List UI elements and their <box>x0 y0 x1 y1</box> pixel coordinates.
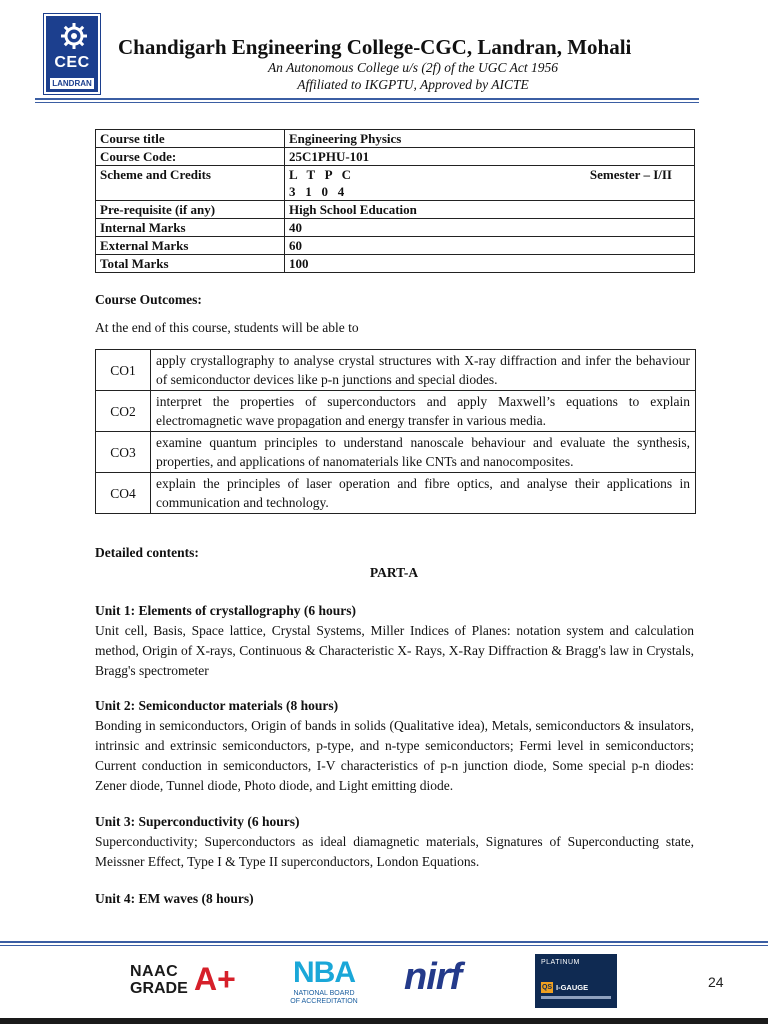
igauge-logo <box>535 954 617 1008</box>
table-row <box>96 201 695 219</box>
co-text: examine quantum principles to understand nanoscale behaviour and evaluate the synthesis, properties, and applications of nanomaterials like CNTs and nanocomposites. <box>151 432 696 473</box>
co-id: CO1 <box>96 350 151 391</box>
header-divider <box>35 98 699 100</box>
college-logo <box>44 14 100 94</box>
unit-title: Unit 4: EM waves (8 hours) <box>95 891 254 906</box>
scheme-label: Scheme and Credits <box>96 166 285 201</box>
co-id: CO2 <box>96 391 151 432</box>
scheme-values: 3 1 0 4 <box>289 184 345 199</box>
internal-marks-value: 40 <box>285 219 695 237</box>
course-code-value: 25C1PHU-101 <box>285 148 695 166</box>
college-subtitle-1: An Autonomous College u/s (2f) of the UGC Act 1956 <box>267 60 559 75</box>
naac-logo <box>130 963 242 999</box>
footer-divider <box>0 941 768 943</box>
igauge-tier: PLATINUM <box>541 959 580 966</box>
nba-mark: NBA <box>293 956 355 989</box>
bottom-bar <box>0 1018 768 1024</box>
gear-icon <box>60 22 88 50</box>
nba-logo <box>288 956 360 1006</box>
table-row <box>96 148 695 166</box>
table-row <box>96 237 695 255</box>
header-divider-thin <box>35 102 699 103</box>
table-row <box>96 391 696 432</box>
total-marks-label: Total Marks <box>96 255 285 273</box>
total-marks-value: 100 <box>285 255 695 273</box>
detailed-contents-heading: Detailed contents: <box>95 545 199 560</box>
table-row <box>96 166 695 201</box>
co-id: CO4 <box>96 473 151 514</box>
logo-subtext: LANDRAN <box>50 78 94 89</box>
scheme-cell <box>285 166 695 201</box>
unit-title: Unit 2: Semiconductor materials (8 hours) <box>95 698 339 713</box>
course-outcomes-heading: Course Outcomes: <box>95 292 202 307</box>
scheme-header: L T P C <box>289 167 352 182</box>
igauge-brand: I-GAUGE <box>556 983 589 992</box>
external-marks-value: 60 <box>285 237 695 255</box>
nba-caption: NATIONAL BOARD OF ACCREDITATION <box>290 990 358 1005</box>
table-row <box>96 255 695 273</box>
nirf-logo <box>404 956 490 1006</box>
semester-value: Semester – I/II <box>589 167 672 182</box>
table-row <box>96 219 695 237</box>
unit-title: Unit 1: Elements of crystallography (6 hours) <box>95 603 356 618</box>
co-id: CO3 <box>96 432 151 473</box>
footer-divider-thin <box>0 945 768 946</box>
course-title-label: Course title <box>96 130 285 148</box>
prereq-value: High School Education <box>285 201 695 219</box>
naac-grade-label: GRADE <box>130 980 188 997</box>
unit-body: Unit cell, Basis, Space lattice, Crystal Systems, Miller Indices of Planes: notation system and calculation method, Origin of X-rays, Continuous & Characteristic X- Rays, X-Ray Diffraction & Bragg's law in Crystals, Bragg's spectrometer <box>95 623 694 678</box>
co-text: explain the principles of laser operation and fibre optics, and analyse their applications in communication and technology. <box>151 473 696 514</box>
table-row <box>96 432 696 473</box>
naac-grade: A+ <box>194 961 236 997</box>
co-text: apply crystallography to analyse crystal structures with X-ray diffraction and infer the behaviour of semiconductor devices like p-n junctions and special diodes. <box>151 350 696 391</box>
naac-label: NAAC <box>130 963 179 980</box>
page-number: 24 <box>708 974 724 990</box>
course-info-table <box>95 129 695 273</box>
prereq-label: Pre-requisite (if any) <box>96 201 285 219</box>
table-row <box>96 130 695 148</box>
qs-badge: QS <box>541 984 553 991</box>
part-heading: PART-A <box>369 565 419 580</box>
igauge-tagline-bar <box>541 996 611 999</box>
nirf-mark: nirf <box>404 956 462 998</box>
unit-body: Bonding in semiconductors, Origin of bands in solids (Qualitative idea), Metals, semiconductors & insulators, intrinsic and extrinsic semiconductors, p-type, and n-type semiconductors; Fermi level in semiconductors; Current conduction in semiconductors, I-V characteristics of p-n junction diode, Some special p-n diodes: Zener diode, Tunnel diode, Photo diode, and Light emitting diode. <box>95 718 694 793</box>
unit-body: Superconductivity; Superconductors as ideal diamagnetic materials, Signatures of Superconducting state, Meissner Effect, Type I & Type II superconductors, London Equations. <box>95 834 694 869</box>
course-code-label: Course Code: <box>96 148 285 166</box>
internal-marks-label: Internal Marks <box>96 219 285 237</box>
course-title-value: Engineering Physics <box>285 130 695 148</box>
co-text: interpret the properties of superconductors and apply Maxwell’s equations to explain electromagnetic wave propagation and energy transfer in various media. <box>151 391 696 432</box>
external-marks-label: External Marks <box>96 237 285 255</box>
logo-text: CEC <box>54 54 90 71</box>
college-name: Chandigarh Engineering College-CGC, Landran, Mohali <box>118 35 632 59</box>
course-outcomes-table <box>95 349 696 514</box>
table-row <box>96 473 696 514</box>
unit-title: Unit 3: Superconductivity (6 hours) <box>95 814 300 829</box>
course-outcomes-intro: At the end of this course, students will be able to <box>95 320 359 335</box>
table-row <box>96 350 696 391</box>
college-subtitle-2: Affiliated to IKGPTU, Approved by AICTE <box>297 77 529 92</box>
